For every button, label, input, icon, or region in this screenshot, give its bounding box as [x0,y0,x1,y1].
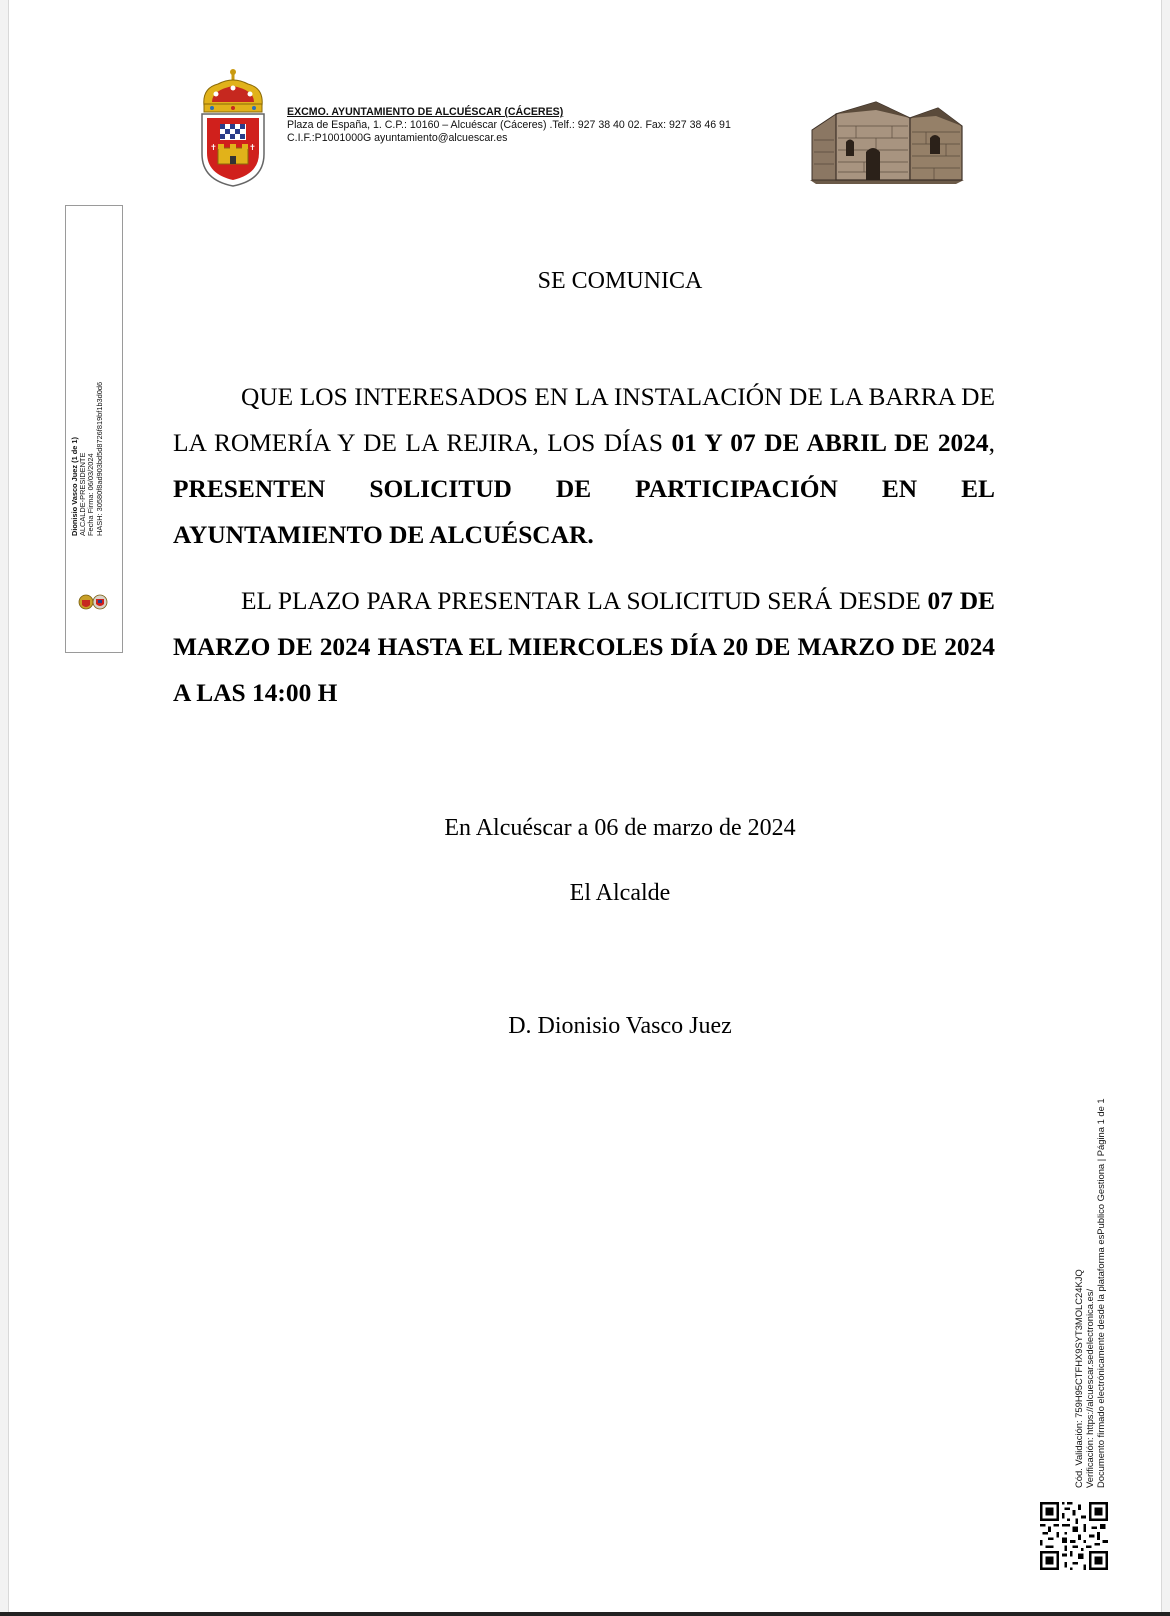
qr-code-icon [1040,1502,1108,1570]
document-page [8,0,1162,1612]
org-address: Plaza de España, 1. C.P.: 10160 – Alcuéscar (Cáceres) .Telf.: 927 38 40 02. Fax: 927 38 46 91 [287,119,731,131]
signer-name: D. Dionisio Vasco Juez [508,1013,732,1039]
p1-text-c: , [988,429,995,457]
p1-text-a: QUE LOS INTERESADOS EN LA INSTALACIÓN DE LA BARRA DE LA ROMERÍA Y DE LA REJIRA, LOS DÍAS [173,383,995,457]
page-bottom-edge [0,1612,1170,1616]
signature-seal-icon [77,593,109,611]
svg-text:✝: ✝ [249,143,256,152]
document-title: SE COMUNICA [537,268,703,294]
coat-of-arms-icon [198,66,268,188]
paragraph-deadline [173,578,995,716]
signer-name-stamp: Dionisio Vasco Juez (1 de 1) [70,437,79,536]
signature-date: Fecha Firma: 06/03/2024 [86,453,96,536]
p1-dates: 01 Y 07 DE ABRIL DE 2024 [671,429,989,457]
signature-stamp [71,326,104,536]
signer-role: El Alcalde [569,880,671,906]
p2-deadline: 07 DE MARZO DE 2024 HASTA EL MIERCOLES DÍA 20 DE MARZO DE 2024 A LAS 14:00 H [173,587,995,707]
p2-text-a: EL PLAZO PARA PRESENTAR LA SOLICITUD SERÁ DESDE [241,587,928,615]
signer-role-stamp: ALCALDE-PRESIDENTE [78,452,88,536]
p1-instruction: PRESENTEN SOLICITUD DE PARTICIPACIÓN EN EL AYUNTAMIENTO DE ALCUÉSCAR. [173,475,995,549]
verification-url: Verificación: https://alcuescar.sedelectronica.es/ [1084,1288,1096,1488]
platform-note: Documento firmado electrónicamente desde la plataforma esPublico Gestiona | Página 1 de 1 [1095,1098,1107,1488]
place-date: En Alcuéscar a 06 de marzo de 2024 [444,815,796,841]
validation-code: Cód. Validación: 759H95CTFHX9SYT3MOLC24KJQ [1073,1269,1084,1488]
verification-block [1073,1098,1107,1488]
letterhead [287,106,731,145]
org-cif-email: C.I.F.:P1001000G ayuntamiento@alcuescar.es [287,132,508,144]
signature-hash: HASH: 30580f8ad903bd5d8726f819bf1b3d0d6 [94,381,104,536]
church-illustration-icon [806,96,968,184]
paragraph-announcement [173,374,995,558]
svg-text:✝: ✝ [210,143,217,152]
org-title: EXCMO. AYUNTAMIENTO DE ALCUÉSCAR (CÁCERES) [287,106,564,118]
